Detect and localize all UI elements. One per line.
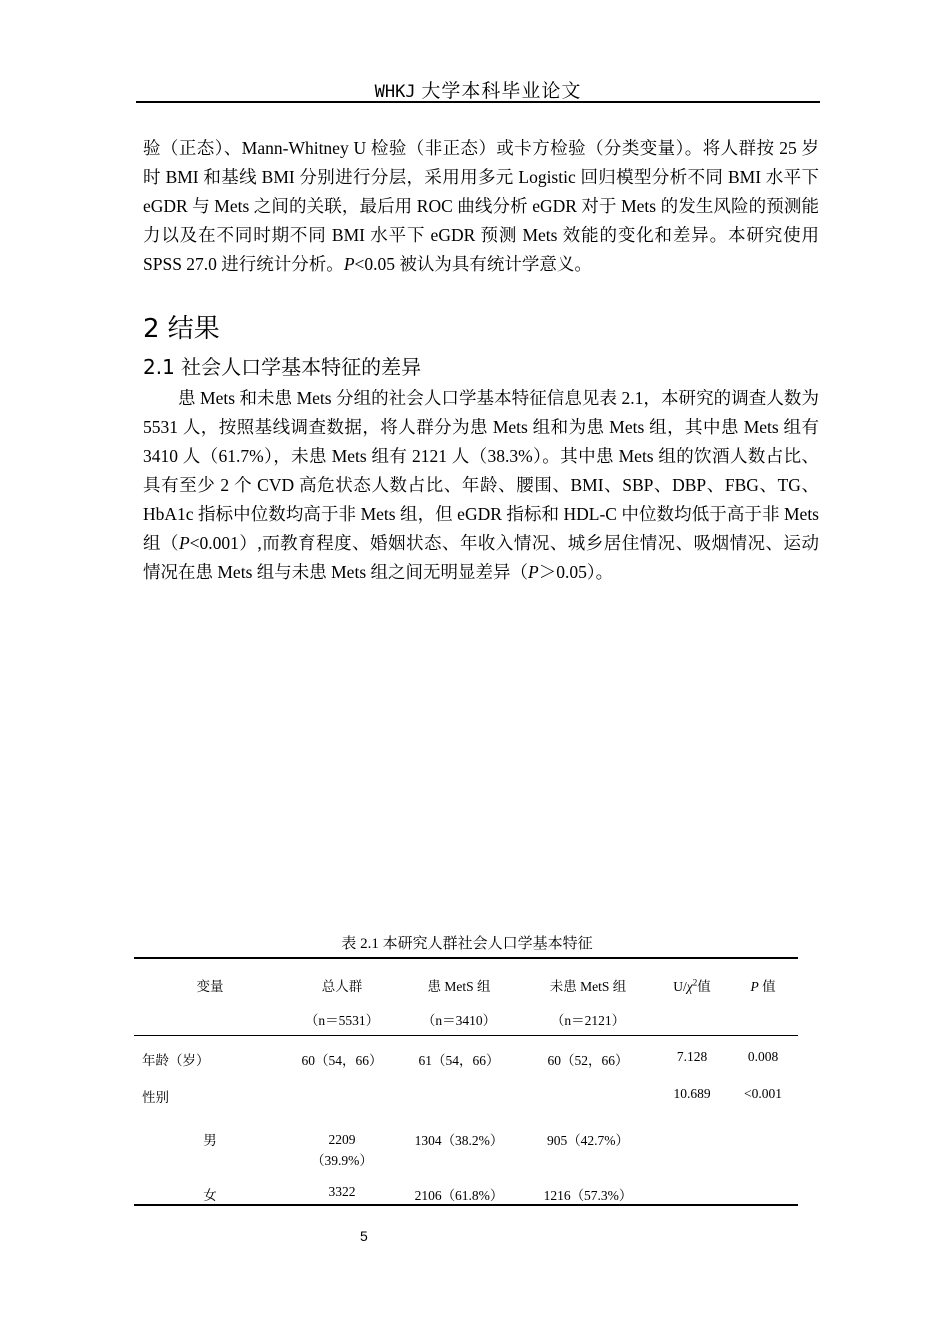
row-female-total: 3322 (328, 1184, 356, 1199)
para1-text-b: <0.05 被认为具有统计学意义。 (354, 254, 592, 274)
para2-p-symbol-2: P (528, 562, 539, 582)
para2-text-a: 患 Mets 和未患 Mets 分组的社会人口学基本特征信息见表 2.1，本研究的调查人数为 5531 人，按照基线调查数据，将人群分为患 Mets 组和为患 Mets 组，其中患 Mets 组有 3410 人（61.7%），未患 Mets 组有 2121 人（38.3%）。其中患 Mets 组的饮酒人数占比、具有至少 2 个 CVD 高危状态人数占比、年龄、腰围、BMI、SBP、DBP、FBG、TG、HbA1c 指标中位数均高于非 Mets 组，但 eGDR 指标和 HDL-C 中位数均低于高于非 Mets 组（ (143, 388, 819, 553)
row-female-p (728, 1173, 798, 1205)
table-row (134, 1114, 798, 1173)
header-p-val: 值 (758, 979, 776, 994)
row-age-non-mets: 60（52，66） (547, 1053, 629, 1068)
header-p-italic: P (750, 979, 759, 994)
n-cell-5 (728, 1001, 798, 1036)
row-female-mets: 2106（61.8%） (414, 1188, 504, 1203)
n-cell-non-mets: （n＝2121） (550, 1013, 626, 1028)
para1-text-a: 验（正态）、Mann-Whitney U 检验（非正态）或卡方检验（分类变量）。将人群按 25 岁时 BMI 和基线 BMI 分别进行分层，采用用多元 Logistic 回归模型分析不同 BMI 水平下 eGDR 与 Mets 之间的关联，最后用 ROC 曲线分析 eGDR 对于 Mets 的发生风险的预测能力以及在不同时期不同 BMI 水平下 eGDR 预测 Mets 效能的变化和差异。本研究使用 SPSS 27.0 进行统计分析。 (143, 138, 819, 274)
row-sex-total (286, 1073, 398, 1114)
row-age-u: 7.128 (676, 1049, 708, 1064)
row-sex-chi: 10.689 (673, 1086, 711, 1101)
row-age-total: 60（54，66） (301, 1053, 383, 1068)
paragraph-methods-text (143, 134, 819, 279)
table-row (134, 1073, 798, 1114)
n-cell-total: （n＝5531） (304, 1013, 380, 1028)
section-heading: 2 结果 (143, 314, 220, 344)
table-row (134, 1036, 798, 1074)
row-female-label: 女 (203, 1188, 217, 1203)
paragraph-results-text (143, 384, 819, 587)
paragraph-results (143, 384, 819, 587)
col-header-u-chi (656, 958, 728, 1001)
page-number: 5 (360, 1228, 368, 1244)
para1-p-symbol: P (343, 254, 355, 274)
table-caption: 表 2.1 本研究人群社会人口学基本特征 (341, 936, 593, 952)
header-u: U/ (673, 979, 687, 994)
table-header-row (134, 958, 798, 1001)
header-chi: χ (686, 979, 693, 994)
row-age-label: 年龄（岁） (142, 1053, 210, 1068)
table-n-row (134, 1001, 798, 1036)
row-sex-mets (398, 1073, 520, 1114)
col-header-non-mets: 未患 MetS 组 (549, 979, 627, 994)
subsection-heading: 2.1 社会人口学基本特征的差异 (143, 355, 422, 379)
row-sex-label: 性别 (142, 1090, 169, 1105)
col-header-p (728, 958, 798, 1001)
header-val: 值 (697, 979, 711, 994)
n-cell-mets: （n＝3410） (421, 1013, 497, 1028)
characteristics-table (134, 957, 798, 1206)
row-male-mets: 1304（38.2%） (414, 1133, 504, 1148)
n-cell-4 (656, 1001, 728, 1036)
header-rule (136, 101, 820, 103)
row-male-non-mets: 905（42.7%） (546, 1133, 630, 1148)
paragraph-methods (143, 134, 819, 279)
row-male-u (656, 1114, 728, 1173)
row-male-label: 男 (203, 1133, 217, 1148)
para2-text-b: <0.001）,而教育程度、婚姻状态、年收入情况、城乡居住情况、吸烟情况、运动情况在患 Mets 组与未患 Mets 组之间无明显差异（ (143, 533, 819, 582)
row-age-p: 0.008 (747, 1049, 779, 1064)
n-cell-0 (134, 1001, 286, 1036)
para2-text-c: ＞0.05）。 (538, 562, 614, 582)
male-total-count: 2209 (328, 1132, 356, 1147)
col-header-mets: 患 MetS 组 (427, 979, 491, 994)
row-female-non-mets: 1216（57.3%） (543, 1188, 633, 1203)
row-sex-p: <0.001 (744, 1086, 782, 1101)
male-total-pct: （39.9%） (311, 1153, 373, 1168)
row-sex-non-mets (520, 1073, 656, 1114)
col-header-total: 总人群 (321, 979, 363, 994)
row-female-u (656, 1173, 728, 1205)
row-age-mets: 61（54，66） (418, 1053, 500, 1068)
header-latin: WHKJ (374, 82, 416, 102)
header-sup: 2 (692, 977, 698, 988)
row-male-total (286, 1114, 398, 1173)
col-header-variable: 变量 (196, 979, 224, 994)
row-male-p (728, 1114, 798, 1173)
table-row (134, 1173, 798, 1205)
para2-p-symbol-1: P (178, 533, 190, 553)
header-title: 大学本科毕业论文 (421, 81, 582, 102)
page-header (136, 76, 820, 103)
